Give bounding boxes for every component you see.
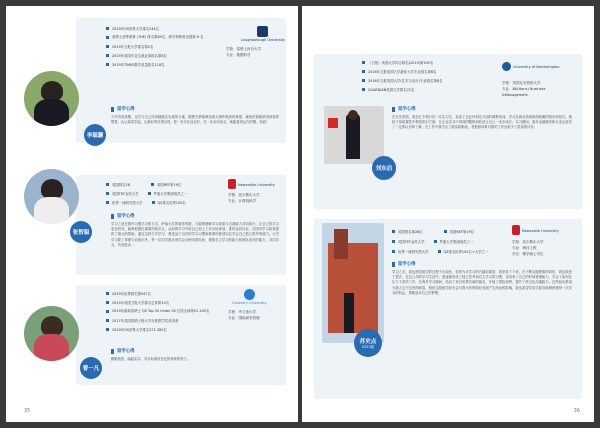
crest-icon — [244, 289, 255, 300]
name-badge: 张智聪 — [70, 221, 92, 243]
list-item: 泰晤士高等教育 (THE) 排名第89名，跨学科教育全国第 6 名 — [106, 35, 203, 40]
school-info: 学校：纽卡斯尔大学 专业：计算机科学 — [228, 193, 260, 203]
student-card-1 — [6, 6, 298, 151]
university-logo: University of Northampton — [502, 62, 573, 71]
student-photo — [24, 169, 79, 224]
section-title: 留学心得 — [392, 261, 416, 267]
list-item: 2016年卫报英国大学最佳大学专业排名第8名 — [362, 69, 442, 74]
crest-icon — [228, 179, 236, 189]
school-info: 学校：纽卡斯尔大学 专业：海洋工程 学位：理学硕士学位 — [512, 240, 544, 256]
paragraph: 学习之前在国内习惯学习的方式，萨塞大学的课堂风格，才能够理解学习成果与自我能力共同前行，让自己的学习更加有效，能够把握住重要的知识点，从前的学习中给自己加上工作目标规划，准时达到目标，在国外学习给我提供了极大的帮助，通过这种方式学习，我受益于良好的学习习惯和做事的规划以及学会自己独立思考的能力。大学学习除了掌握专业知识外，每一位同学都应该学会合理安排时间，增强自主学习的能力和团队协作的能力，共同学习，共同进步。 — [111, 222, 279, 247]
list-item: 2016年卫报英国大学(艺术与设计)专业排名第8名 — [362, 78, 442, 83]
page-number: 35 — [24, 408, 31, 414]
school-info: 学校：考文垂大学 专业：国际商务管理 — [228, 310, 260, 320]
list-item: 2019年QS世界大学排名244名 — [106, 26, 203, 31]
ranking-row: 英国排名第28位 英国REF第19位 — [392, 229, 474, 234]
ranking-row: 英国TEF金奖大学 罗素大学集团成员之一 — [106, 191, 187, 196]
paragraph: 在北安普顿，我在汇丰银行任一名实习生，参加了企业内训这方面的课程培训，学习在商业领域里面积累的知识和技巧，相较于传统课堂中教授知识方面，在企业实习中得到的锻炼和收获让自己一步步成长。实习期间，我对金融服务和行业运营有了一定的认识和了解，在工作中我学会了踏实和勤奋，老板和同事对我的工作也给予了很高的评价。 — [392, 115, 572, 130]
ranking-row: 英国排名28 英国REF第19位 — [106, 182, 181, 187]
left-page — [6, 6, 298, 422]
list-item: 2019年TIMES教学质量排名118名 — [106, 62, 203, 67]
right-page — [302, 6, 594, 422]
section-title: 留学心得 — [111, 348, 135, 354]
list-item: 2019年英国卫报大学排名总体第13名 — [106, 300, 209, 305]
paragraph: 勤勤恳恳，踏踏实实，对目标保持坚定的持续的努力。 — [111, 357, 191, 361]
student-card-3 — [6, 281, 298, 406]
university-logo: Coventry University — [232, 289, 267, 305]
list-item: 2019年英国毕业生就业率排名第8位 — [106, 53, 203, 58]
name-badge: 曹一凡 — [80, 357, 102, 379]
ranking-list — [362, 60, 442, 96]
school-info: 学校：泰晤士河谷大学 专业：数据科学 — [226, 47, 261, 57]
ranking-list — [106, 26, 203, 71]
name-badge: 李聪灏 — [84, 124, 106, 146]
student-photo — [324, 106, 384, 164]
list-item: 2019年最新泰晤士 QS Top 50 Under 50 位居全球第51-100名 — [106, 309, 209, 314]
list-item: 《卫报》英国大学综合排名(2019)第105名 — [362, 60, 442, 65]
crest-icon — [257, 26, 268, 37]
university-logo: Newcastle University — [512, 225, 559, 235]
name-badge: 苏史点 2013届 — [354, 329, 382, 357]
student-card-5 — [302, 211, 594, 411]
bank-logo — [328, 118, 338, 128]
list-item: 2019年世界排名第547名 — [106, 291, 209, 296]
paragraph: 少年勿放高楼，也学万自己所来随随实实地努力地，跟想办梦能够放我大事件做到的事情，就相信我能够得到我的想要。认认真真学起，让最好的结果出现，把一步步往前迈好，总一步步向前走，就能看到远方的期，加油！ — [111, 115, 279, 125]
paragraph: 学习之初，我也感觉留学的过程不太轻松，但因为对学习的兴趣和渴望，我坚持了下来，在不断克服困难的同时，我也收获了很多，在这几年的学习生活中，我逐渐形成了独立思考和自主学习的习惯，也培养了自己的时间管理能力，学会了如何在压力下高效工作，在海外学习期间，结识了来自世界各地的朋友，开阔了国际视野，提升了跨文化沟通能力，这些经历都成为我人生中宝贵的财富，相信这段留学经历会对我今后的职业发展产生深远的影响，我也希望学弟学妹们能够珍惜每一次学习的机会，勇敢追求自己的梦想。 — [392, 270, 572, 295]
university-logo: Newcastle University — [228, 179, 275, 189]
ranking-row: 世界一流研究型大学 QS排名世界100名 — [106, 200, 186, 205]
list-item: GUARDIAN英国大学排名72名 — [362, 87, 442, 92]
section-title: 留学心得 — [111, 106, 135, 112]
ranking-row: 世界一流研究型大学 QS排名世界100名+大学之一 — [392, 249, 488, 254]
list-item: 2019年QS世界大学排名371-380名 — [106, 327, 209, 332]
list-item: 2019年卫报大学排名第2名 — [106, 44, 203, 49]
university-logo: Loughborough University — [241, 26, 285, 42]
ranking-list — [106, 291, 209, 336]
ranking-row: 英国TEF金奖大学 罗素大学集团成员之一 — [392, 239, 473, 244]
section-title: 留学心得 — [392, 106, 416, 112]
name-badge: 刘东启 — [372, 156, 396, 180]
school-info: 学校：英国北安普顿大学 专业：BA(Hons) Business &Management — [502, 81, 546, 97]
student-card-4 — [302, 6, 594, 211]
crest-icon — [512, 225, 520, 235]
list-item: 2017年英国泰晤士报大学年度教学奖获得者 — [106, 318, 209, 323]
section-title: 留学心得 — [111, 213, 135, 219]
crest-icon — [502, 62, 511, 71]
student-card-2 — [6, 151, 298, 281]
page-number: 36 — [573, 408, 580, 414]
student-photo — [24, 306, 79, 361]
student-photo — [322, 223, 384, 343]
student-photo — [24, 71, 79, 126]
